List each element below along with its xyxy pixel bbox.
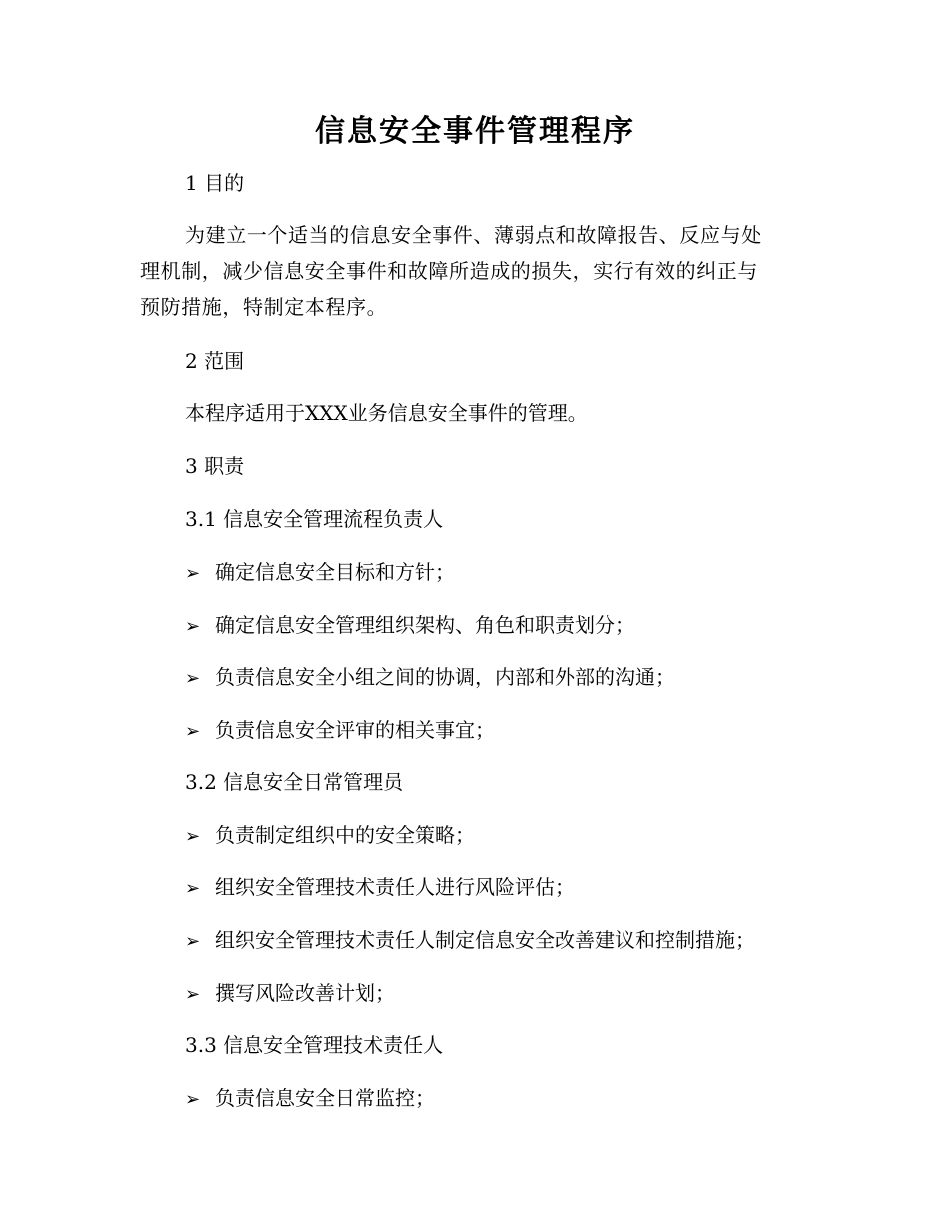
- section-heading-purpose: 1 目的: [185, 171, 245, 195]
- arrow-bullet-icon: ➢: [185, 826, 201, 847]
- arrow-bullet-icon: ➢: [185, 1089, 201, 1110]
- purpose-paragraph-line-2: 理机制，减少信息安全事件和故障所造成的损失，实行有效的纠正与: [140, 259, 758, 283]
- section-heading-scope: 2 范围: [185, 349, 245, 373]
- purpose-paragraph-line-1: 为建立一个适当的信息安全事件、薄弱点和故障报告、反应与处: [185, 223, 762, 247]
- list-item: [185, 820, 475, 852]
- list-item-text: 负责制定组织中的安全策略；: [215, 823, 475, 847]
- subsection-heading-3-2: 3.2 信息安全日常管理员: [185, 770, 404, 794]
- list-item: [185, 925, 755, 957]
- arrow-bullet-icon: ➢: [185, 984, 201, 1005]
- arrow-bullet-icon: ➢: [185, 668, 201, 689]
- arrow-bullet-icon: ➢: [185, 616, 201, 637]
- list-item-text: 负责信息安全评审的相关事宜；: [215, 718, 495, 742]
- list-item-text: 组织安全管理技术责任人制定信息安全改善建议和控制措施；: [215, 928, 755, 952]
- list-item: [185, 610, 635, 642]
- arrow-bullet-icon: ➢: [185, 878, 201, 899]
- list-item-text: 负责信息安全小组之间的协调，内部和外部的沟通；: [215, 665, 675, 689]
- arrow-bullet-icon: ➢: [185, 563, 201, 584]
- list-item-text: 撰写风险改善计划；: [215, 981, 395, 1005]
- list-item-text: 组织安全管理技术责任人进行风险评估；: [215, 875, 575, 899]
- arrow-bullet-icon: ➢: [185, 931, 201, 952]
- list-item: [185, 557, 455, 589]
- list-item: [185, 662, 675, 694]
- list-item-text: 确定信息安全目标和方针；: [215, 560, 455, 584]
- list-item: [185, 715, 495, 747]
- arrow-bullet-icon: ➢: [185, 721, 201, 742]
- list-item: [185, 872, 575, 904]
- purpose-paragraph-line-3: 预防措施，特制定本程序。: [140, 295, 388, 319]
- subsection-heading-3-3: 3.3 信息安全管理技术责任人: [185, 1033, 444, 1057]
- list-item-text: 确定信息安全管理组织架构、角色和职责划分；: [215, 613, 635, 637]
- document-title: 信息安全事件管理程序: [315, 114, 635, 149]
- section-heading-responsibilities: 3 职责: [185, 454, 245, 478]
- list-item: [185, 978, 395, 1010]
- list-item-text: 负责信息安全日常监控；: [215, 1086, 435, 1110]
- subsection-heading-3-1: 3.1 信息安全管理流程负责人: [185, 507, 444, 531]
- list-item: [185, 1083, 435, 1115]
- scope-paragraph: 本程序适用于XXX业务信息安全事件的管理。: [185, 401, 588, 425]
